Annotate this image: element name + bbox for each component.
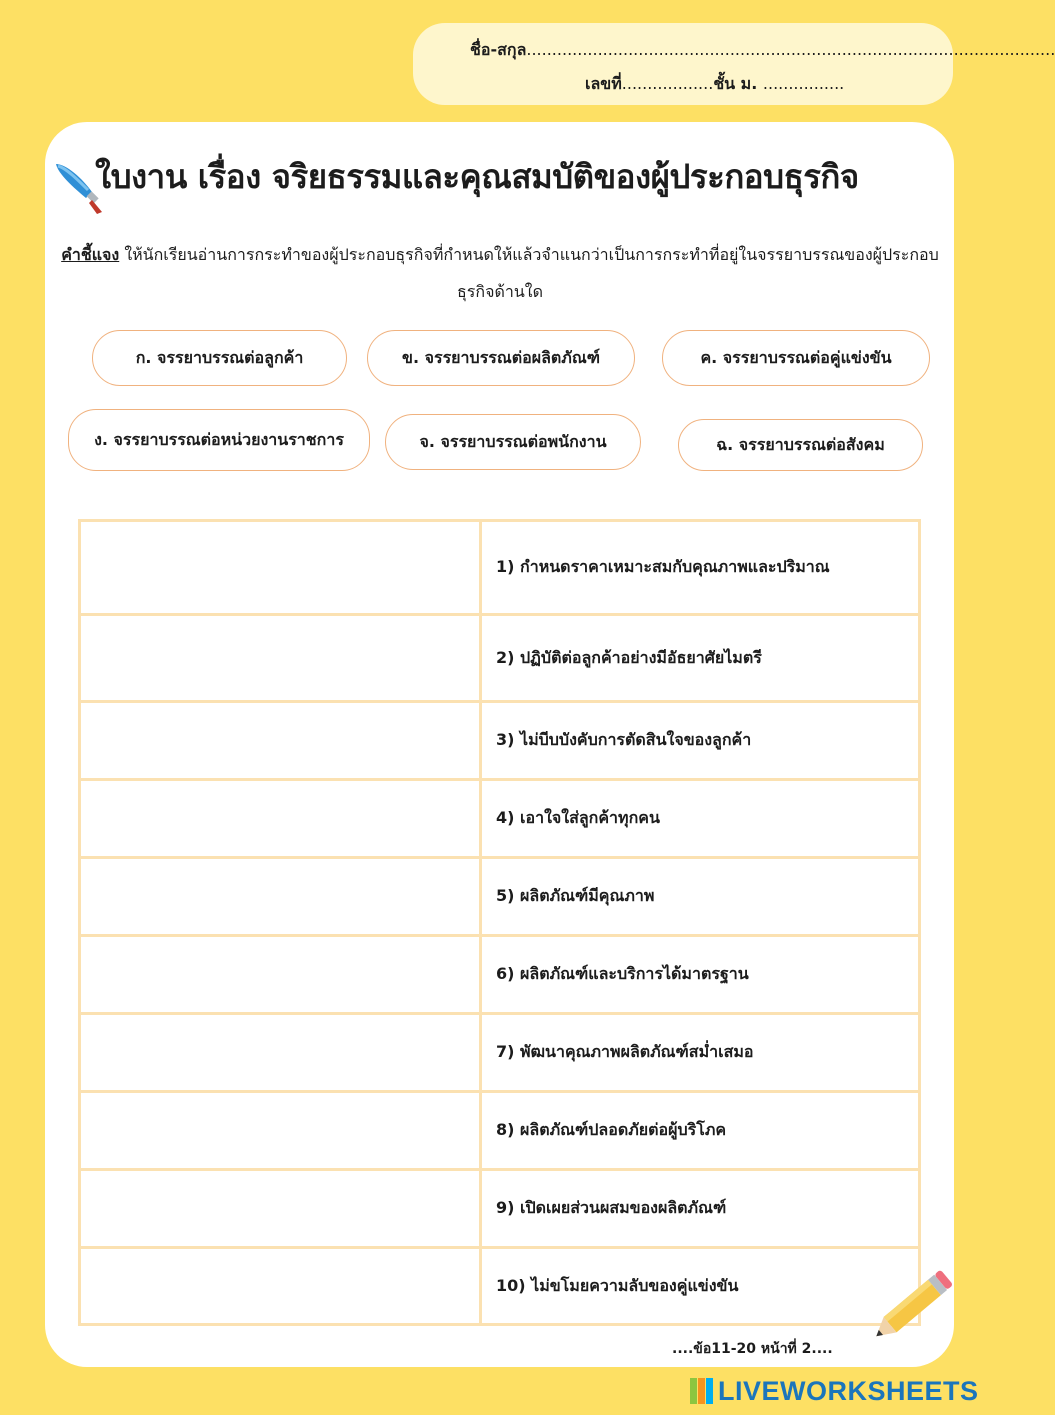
answer-cell-3[interactable] [80, 702, 481, 780]
number-label: เลขที่ [585, 74, 622, 93]
option-d-label: ง. จรรยาบรรณต่อหน่วยงานราชการ [94, 429, 344, 449]
answer-table [78, 519, 921, 1326]
table-row [80, 615, 920, 702]
answer-cell-2[interactable] [80, 615, 481, 702]
table-row [80, 1170, 920, 1248]
answer-cell-1[interactable] [80, 521, 481, 615]
answer-cell-7[interactable] [80, 1014, 481, 1092]
answer-cell-4[interactable] [80, 780, 481, 858]
option-e-label: จ. จรรยาบรรณต่อพนักงาน [419, 431, 607, 451]
statement-cell-4: 4) เอาใจใส่ลูกค้าทุกคน [481, 780, 920, 858]
statement-cell-7: 7) พัฒนาคุณภาพผลิตภัณฑ์สม่ำเสมอ [481, 1014, 920, 1092]
instruction-heading: คำชี้แจง [61, 245, 120, 264]
statement-cell-9: 9) เปิดเผยส่วนผสมของผลิตภัณฑ์ [481, 1170, 920, 1248]
statement-cell-6: 6) ผลิตภัณฑ์และบริการได้มาตรฐาน [481, 936, 920, 1014]
option-b-pill [367, 330, 635, 386]
table-row [80, 1248, 920, 1325]
table-row [80, 521, 920, 615]
option-d-pill [68, 409, 370, 471]
answer-cell-10[interactable] [80, 1248, 481, 1325]
statement-cell-10: 10) ไม่ขโมยความลับของคู่แข่งขัน [481, 1248, 920, 1325]
answer-cell-5[interactable] [80, 858, 481, 936]
statement-cell-2: 2) ปฏิบัติต่อลูกค้าอย่างมีอัธยาศัยไมตรี [481, 615, 920, 702]
table-row [80, 702, 920, 780]
option-c-label: ค. จรรยาบรรณต่อคู่แข่งขัน [700, 347, 892, 367]
option-a-label: ก. จรรยาบรรณต่อลูกค้า [135, 347, 304, 367]
answer-cell-8[interactable] [80, 1092, 481, 1170]
table-row [80, 1014, 920, 1092]
option-c-pill [662, 330, 930, 386]
statement-cell-5: 5) ผลิตภัณฑ์มีคุณภาพ [481, 858, 920, 936]
number-class-line [585, 72, 844, 97]
worksheet-title: ใบงาน เรื่อง จริยธรรมและคุณสมบัติของผู้ประกอบธุรกิจ [95, 157, 859, 196]
answer-cell-6[interactable] [80, 936, 481, 1014]
next-page-note: ....ข้อ11-20 หน้าที่ 2.... [672, 1341, 833, 1357]
brand-name: LIVEWORKSHEETS [718, 1375, 979, 1406]
option-a-pill [92, 330, 347, 386]
statement-cell-1: 1) กำหนดราคาเหมาะสมกับคุณภาพและปริมาณ [481, 521, 920, 615]
table-row [80, 1092, 920, 1170]
option-f-pill [678, 419, 923, 471]
table-row [80, 858, 920, 936]
instruction-text: ให้นักเรียนอ่านการกระทำของผู้ประกอบธุรกิจที่กำหนดให้แล้วจำแนกว่าเป็นการกระทำที่อยู่ในจรรยาบรรณของผู้ประกอบธุรกิจด้านใด [119, 245, 939, 301]
liveworksheets-logo [690, 1378, 714, 1404]
class-field[interactable]: ................ [762, 74, 845, 93]
class-label: ชั้น ม. [713, 74, 758, 93]
liveworksheets-brand [690, 1375, 979, 1407]
instruction-block [60, 236, 940, 310]
statement-cell-3: 3) ไม่บีบบังคับการตัดสินใจของลูกค้า [481, 702, 920, 780]
pencil-icon [862, 1262, 958, 1354]
answer-cell-9[interactable] [80, 1170, 481, 1248]
statement-cell-8: 8) ผลิตภัณฑ์ปลอดภัยต่อผู้บริโภค [481, 1092, 920, 1170]
number-field[interactable]: .................. [621, 74, 714, 93]
name-line [470, 38, 1055, 63]
table-row [80, 780, 920, 858]
name-label: ชื่อ-สกุล [470, 40, 527, 59]
option-b-label: ข. จรรยาบรรณต่อผลิตภัณฑ์ [402, 347, 600, 367]
option-f-label: ฉ. จรรยาบรรณต่อสังคม [716, 434, 885, 454]
option-e-pill [385, 414, 641, 470]
name-field[interactable]: ........................................................................................................ [526, 40, 1055, 59]
table-row [80, 936, 920, 1014]
